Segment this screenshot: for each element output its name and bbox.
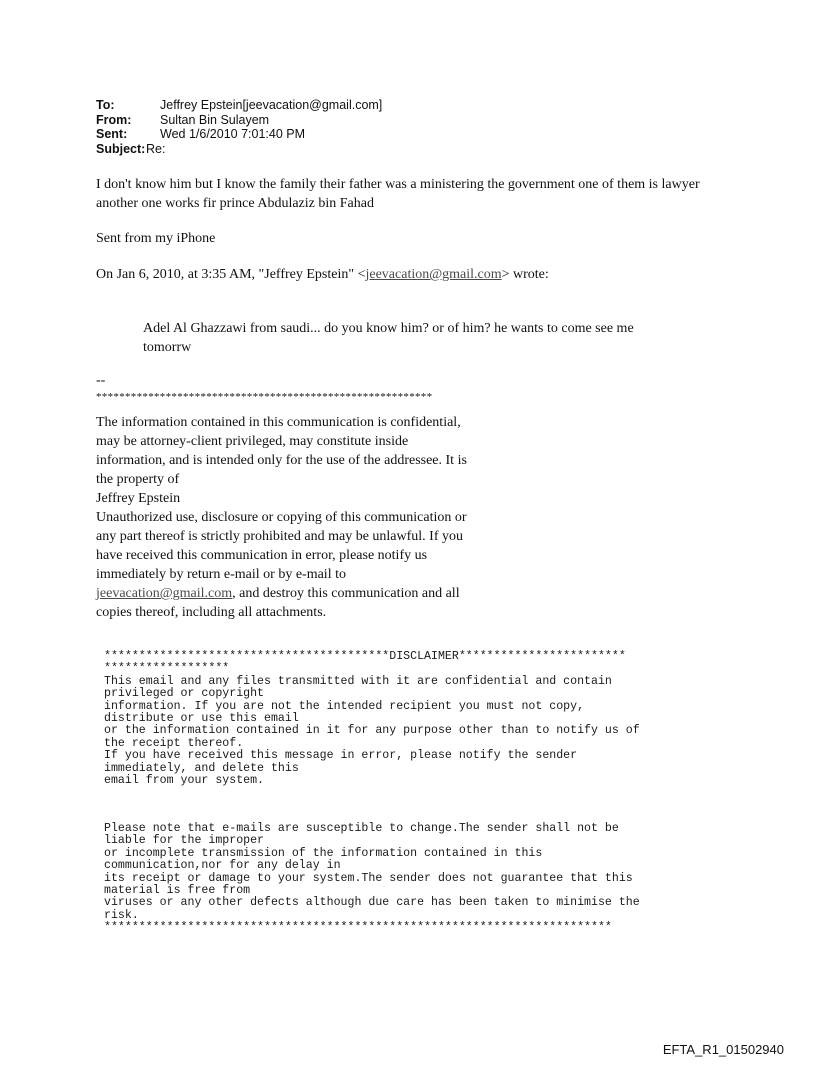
message-body: I don't know him but I know the family their father was a ministering the government one of them is lawyer another one works fir prince Abdulaziz bin Fahad: [96, 177, 700, 211]
to-label: To:: [96, 98, 115, 112]
reply-suffix: > wrote:: [501, 267, 549, 282]
confidentiality-email-link[interactable]: jeevacation@gmail.com: [96, 586, 233, 601]
reply-prefix: On Jan 6, 2010, at 3:35 AM, "Jeffrey Epstein" <: [96, 267, 366, 282]
header-from-row: [96, 113, 382, 128]
reply-email-link[interactable]: jeevacation@gmail.com: [365, 267, 502, 282]
disclaimer-note-block: Please note that e-mails are susceptible to change.The sender shall not be liable for the improper or incomplete transmission of the information contained in this communication,nor for any delay in its receipt or damage to your system.The sender does not guarantee that this material is free from viruses or any other defects although due care has been taken to minimise the risk. *************************************************************************: [104, 822, 640, 935]
signature-dashes: --: [96, 373, 106, 388]
email-header: [96, 98, 382, 156]
confidentiality-owner: Jeffrey Epstein: [96, 491, 181, 506]
sent-label: Sent:: [96, 127, 128, 141]
header-subject-row: [96, 142, 382, 157]
sent-value: Wed 1/6/2010 7:01:40 PM: [160, 127, 306, 141]
header-to-row: [96, 98, 382, 113]
confidentiality-notice: [96, 413, 476, 622]
confidentiality-text-2a: Unauthorized use, disclosure or copying of this communication or any part thereof is strictly prohibited and may be unlawful. If you have received this communication in error, please notify us immediately by return e-mail or by e-mail to: [96, 510, 467, 582]
message-signature: Sent from my iPhone: [96, 231, 216, 246]
confidentiality-text-2: [96, 508, 476, 622]
to-value: Jeffrey Epstein[jeevacation@gmail.com]: [160, 98, 383, 112]
stars-divider: **********************************************************: [96, 391, 433, 403]
quoted-message: Adel Al Ghazzawi from saudi... do you know him? or of him? he wants to come see me tomorrw: [143, 321, 634, 355]
from-label: From:: [96, 112, 132, 127]
disclaimer-block: *****************************************DISCLAIMER************************ ****************** This email and any files transmitted with it are confidential and contain privileged or copyright information. If you are not the intended recipient you must not copy, distribute or use this email or the information contained in it for any purpose other than to notify us of the receipt thereof. If you have received this message in error, please notify the sender immediately, and delete this email from your system.: [104, 650, 640, 788]
reply-attribution: [96, 266, 549, 285]
confidentiality-text-1: The information contained in this communication is confidential, may be attorney-client privileged, may constitute inside information, and is intended only for the use of the addressee. It is the property of: [96, 415, 467, 487]
from-value: Sultan Bin Sulayem: [160, 112, 270, 127]
subject-value: Re:: [146, 141, 166, 156]
confidentiality-text-3: , and destroy this communication and all copies thereof, including all attachments.: [96, 586, 460, 620]
document-id: EFTA_R1_01502940: [662, 1042, 784, 1057]
subject-label: Subject:: [96, 141, 146, 156]
header-sent-row: [96, 127, 382, 142]
